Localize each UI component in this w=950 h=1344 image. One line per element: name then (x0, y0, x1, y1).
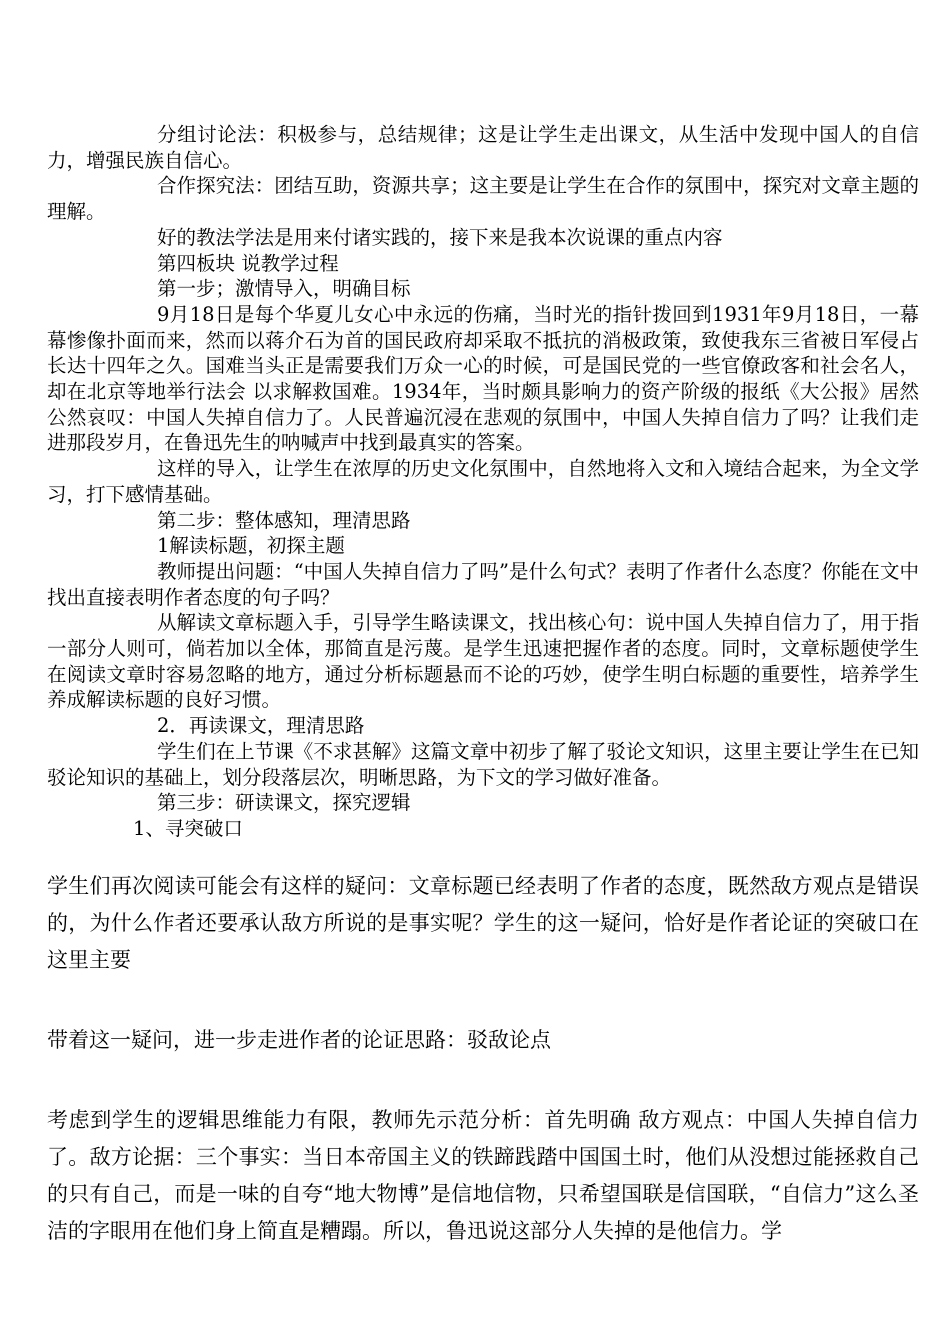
paragraph: 合作探究法：团结互助，资源共享；这主要是让学生在合作的氛围中，探究对文章主题的理解。 (47, 174, 919, 224)
sub-heading: 1、寻突破口 (133, 816, 243, 840)
section-heading: 第四板块 说教学过程 (157, 251, 339, 275)
lesson-text-lower (47, 868, 919, 1250)
sub-heading: 2．再读课文，理清思路 (157, 714, 365, 738)
paragraph: 学生们再次阅读可能会有这样的疑问：文章标题已经表明了作者的态度，既然敌方观点是错误的，为什么作者还要承认敌方所说的是事实呢？学生的这一疑问，恰好是作者论证的突破口在这里主要 (47, 874, 919, 972)
step-heading: 第一步；激情导入，明确目标 (157, 277, 411, 301)
paragraph: 教师提出问题：“中国人失掉自信力了吗”是什么句式？表明了作者什么态度？你能在文中找出直接表明作者态度的句子吗？ (47, 559, 919, 609)
paragraph: 9月18日是每个华夏儿女心中永远的伤痛，当时光的指针拨回到1931年9月18日，一幕幕惨像扑面而来，然而以蒋介石为首的国民政府却采取不抵抗的消极政策，致使我东三省被日军侵占长达十四年之久。国难当头正是需要我们万众一心的时候，可是国民党的一些官僚政客和社会名人，却在北京等地举行法会 以求解救国难。1934年，当时颇具影响力的资产阶级的报纸《大公报》居然公然哀叹：中国人失掉自信力了。人民普遍沉浸在悲观的氛围中，中国人失掉自信力了吗？让我们走进那段岁月，在鲁迅先生的呐喊声中找到最真实的答案。 (47, 302, 919, 455)
lesson-text-upper (47, 122, 919, 842)
sub-heading: 1解读标题，初探主题 (157, 534, 345, 558)
paragraph: 分组讨论法：积极参与，总结规律；这是让学生走出课文，从生活中发现中国人的自信力，增强民族自信心。 (47, 123, 919, 172)
paragraph: 考虑到学生的逻辑思维能力有限，教师先示范分析：首先明确 敌方观点：中国人失掉自信力了。敌方论据：三个事实：当日本帝国主义的铁蹄践踏中国国土时，他们从没想过能拯救自己的只有自己，而是一味的自夸“地大物博”是信地信物，只希望国联是信国联，“自信力”这么圣洁的字眼用在他们身上简直是糟蹋。所以，鲁迅说这部分人失掉的是他信力。学 (47, 1108, 919, 1243)
paragraph: 带着这一疑问，进一步走进作者的论证思路：驳敌论点 (47, 1028, 551, 1052)
paragraph: 从解读文章标题入手，引导学生略读课文，找出核心句：说中国人失掉自信力了，用于指一部分人则可，倘若加以全体，那简直是污蔑。是学生迅速把握作者的态度。同时，文章标题使学生在阅读文章时容易忽略的地方，通过分析标题悬而不论的巧妙，使学生明白标题的重要性，培养学生养成解读标题的良好习惯。 (47, 611, 919, 712)
step-heading: 第二步：整体感知，理清思路 (157, 508, 411, 532)
step-heading: 第三步：研读课文，探究逻辑 (157, 791, 411, 815)
paragraph: 学生们在上节课《不求甚解》这篇文章中初步了解了驳论文知识，这里主要让学生在已知驳论知识的基础上，划分段落层次，明晰思路，为下文的学习做好准备。 (47, 739, 919, 789)
paragraph: 这样的导入，让学生在浓厚的历史文化氛围中，自然地将入文和入境结合起来，为全文学习，打下感情基础。 (47, 457, 919, 506)
paragraph: 好的教法学法是用来付诸实践的，接下来是我本次说课的重点内容 (157, 225, 723, 249)
